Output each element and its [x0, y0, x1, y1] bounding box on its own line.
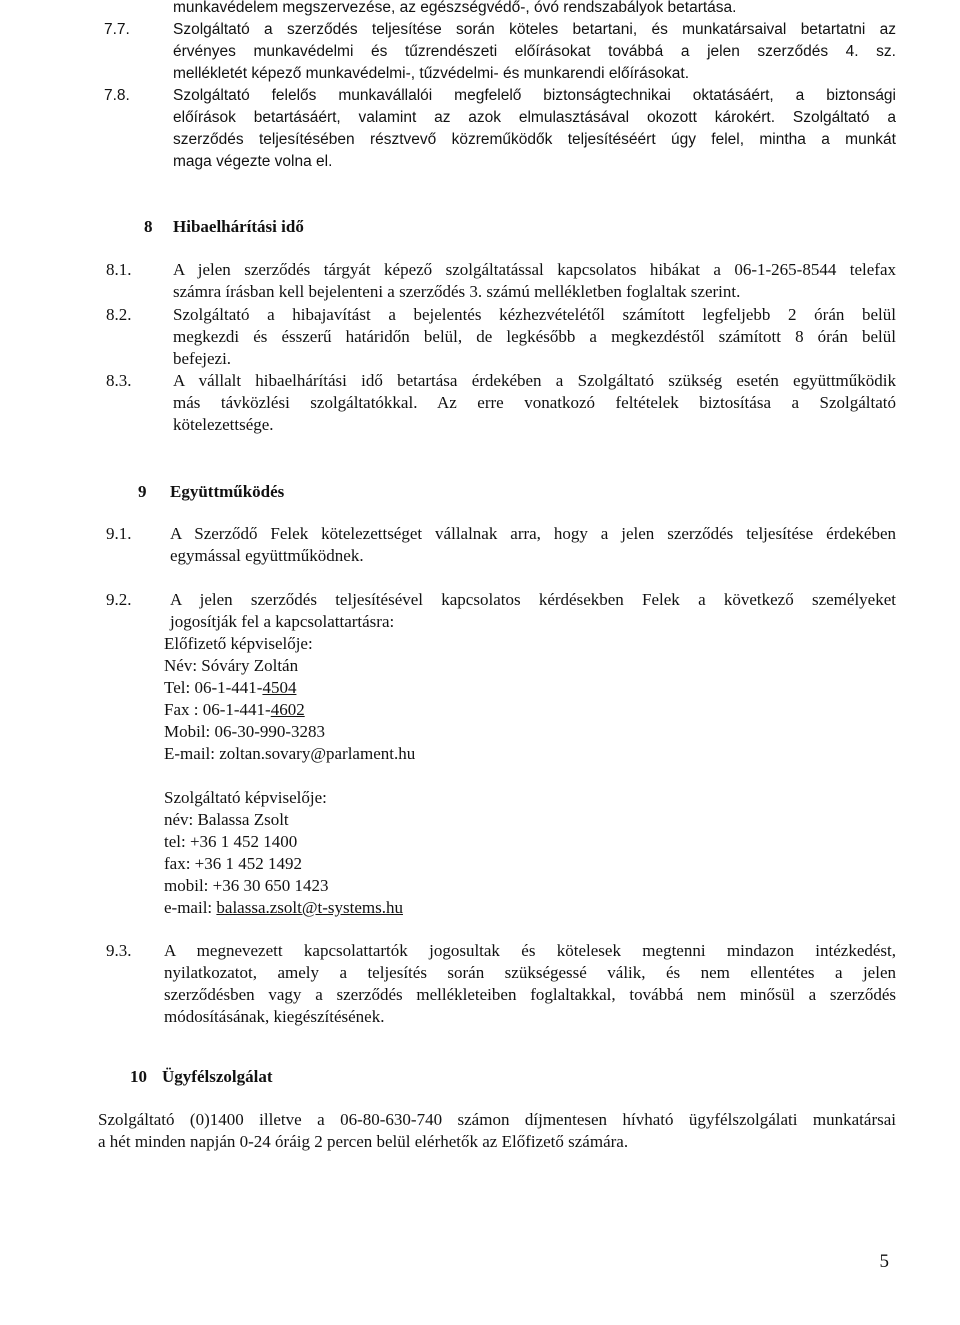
paragraph-8-2 — [173, 304, 896, 370]
subscriber-phone — [164, 677, 296, 699]
paragraph-8-1 — [173, 259, 896, 303]
section-heading-9: Együttműködés — [170, 482, 285, 501]
text-line: A Szerződő Felek kötelezettséget vállalnak arra, hogy a jelen szerződés teljesítése érdekében — [170, 524, 896, 543]
text-line: módosításának, kiegészítésének. — [164, 1007, 385, 1026]
clause-number-8-2: 8.2. — [106, 305, 132, 324]
provider-fax: fax: +36 1 452 1492 — [164, 854, 303, 873]
subscriber-name: Név: Sóváry Zoltán — [164, 656, 299, 675]
text-line: számra írásban kell bejelenteni a szerződés 3. számú mellékletben foglaltak szerint. — [173, 282, 741, 301]
paragraph-10 — [98, 1109, 896, 1153]
clause-number-8-3: 8.3. — [106, 371, 132, 390]
paragraph-8-3 — [173, 370, 896, 436]
text-line: szerződés teljesítésében résztvevő közreműködők teljesítéséért úgy felel, mintha a munkát — [173, 131, 896, 148]
text-line: A jelen szerződés tárgyát képező szolgáltatással kapcsolatos hibákat a 06-1-265-8544 telefax — [173, 260, 896, 279]
text-line: A megnevezett kapcsolattartók jogosultak és kötelesek megtenni mindazon intézkedést, — [164, 941, 896, 960]
text-line: Szolgáltató a hibajavítást a bejelentés kézhezvételétől számított legfeljebb 2 órán belül — [173, 305, 896, 324]
section-number-9: 9 — [138, 482, 147, 501]
text-line: Szolgáltató a szerződés teljesítése során köteles betartani, és munkatársaival betartatni az — [173, 21, 896, 38]
text-line: mellékletét képező munkavédelmi-, tűzvédelmi- és munkarendi előírásokat. — [173, 65, 690, 82]
text-line: A jelen szerződés teljesítésével kapcsolatos kérdésekben Felek a következő személyeket — [170, 590, 896, 609]
subscriber-fax — [164, 699, 305, 721]
text-line: a hét minden napján 0-24 óráig 2 percen belül elérhetők az Előfizető számára. — [98, 1132, 629, 1151]
clause-number-8-1: 8.1. — [106, 260, 132, 279]
subscriber-phone-prefix: Tel: 06-1-441- — [164, 678, 263, 697]
text-line: Szolgáltató (0)1400 illetve a 06-80-630-740 számon díjmentesen hívható ügyfélszolgálati munkatársai — [98, 1110, 896, 1129]
text-line: munkavédelem megszervezése, az egészségvédő-, óvó rendszabályok betartása. — [173, 0, 737, 16]
text-line: A vállalt hibaelhárítási idő betartása érdekében a Szolgáltató szükség esetén együttműködik — [173, 371, 896, 390]
paragraph-9-1 — [170, 523, 896, 567]
text-line: kötelezettsége. — [173, 415, 274, 434]
text-line: egymással együttműködnek. — [170, 546, 364, 565]
clause-number-9-2: 9.2. — [106, 590, 132, 609]
paragraph-9-2 — [170, 589, 896, 633]
section-number-8: 8 — [144, 217, 153, 236]
clause-number-7-7: 7.7. — [104, 21, 130, 38]
text-line: Szolgáltató felelős munkavállalói megfelelő biztonságtechnikai oktatásáért, a biztonsági — [173, 87, 896, 104]
subscriber-fax-prefix: Fax : 06-1-441- — [164, 700, 271, 719]
paragraph-9-3 — [164, 940, 896, 1028]
subscriber-phone-extension: 4504 — [262, 678, 297, 697]
text-line: jogosítják fel a kapcsolattartásra: — [170, 612, 395, 631]
subscriber-mobile: Mobil: 06-30-990-3283 — [164, 722, 326, 741]
clause-number-7-8: 7.8. — [104, 87, 130, 104]
clause-number-9-3: 9.3. — [106, 941, 132, 960]
section-number-10: 10 — [130, 1067, 147, 1086]
provider-mobile: mobil: +36 30 650 1423 — [164, 876, 329, 895]
subscriber-representative-label: Előfizető képviselője: — [164, 634, 313, 653]
paragraph-7-8 — [173, 85, 896, 173]
text-line: nyilatkozatot, amely a teljesítés során szükségessé válik, és nem ellentétes a jelen — [164, 963, 896, 982]
paragraph-7-7 — [173, 19, 896, 85]
text-line: szerződésben vagy a szerződés mellékleteiben foglaltakkal, továbbá nem minősül a szerződés — [164, 985, 896, 1004]
subscriber-fax-extension: 4602 — [270, 700, 305, 719]
provider-email-row — [164, 897, 403, 919]
provider-representative-label: Szolgáltató képviselője: — [164, 788, 327, 807]
clause-number-9-1: 9.1. — [106, 524, 132, 543]
subscriber-email: E-mail: zoltan.sovary@parlament.hu — [164, 744, 416, 763]
text-line: befejezi. — [173, 349, 232, 368]
provider-name: név: Balassa Zsolt — [164, 810, 289, 829]
text-line: más távközlési szolgáltatókkal. Az erre vonatkozó feltételek biztosítása a Szolgáltató — [173, 393, 896, 412]
text-line: érvényes munkavédelmi és tűzrendészeti előírásokat továbbá a jelen szerződés 4. sz. — [173, 43, 896, 60]
provider-phone: tel: +36 1 452 1400 — [164, 832, 298, 851]
provider-email-link[interactable]: balassa.zsolt@t-systems.hu — [216, 898, 403, 917]
text-line: előírások betartásáért, valamint az azok elmulasztásával okozott károkért. Szolgáltató a — [173, 109, 896, 126]
page-number: 5 — [879, 1251, 889, 1272]
provider-email-prefix: e-mail: — [164, 898, 217, 917]
text-line: maga végezte volna el. — [173, 153, 333, 170]
text-line: megkezdi és ésszerű határidőn belül, de legkésőbb a megkezdéstől számított 8 órán belül — [173, 327, 896, 346]
paragraph-7-6-tail — [173, 0, 896, 19]
section-heading-10: Ügyfélszolgálat — [162, 1067, 273, 1086]
section-heading-8: Hibaelhárítási idő — [173, 217, 304, 236]
